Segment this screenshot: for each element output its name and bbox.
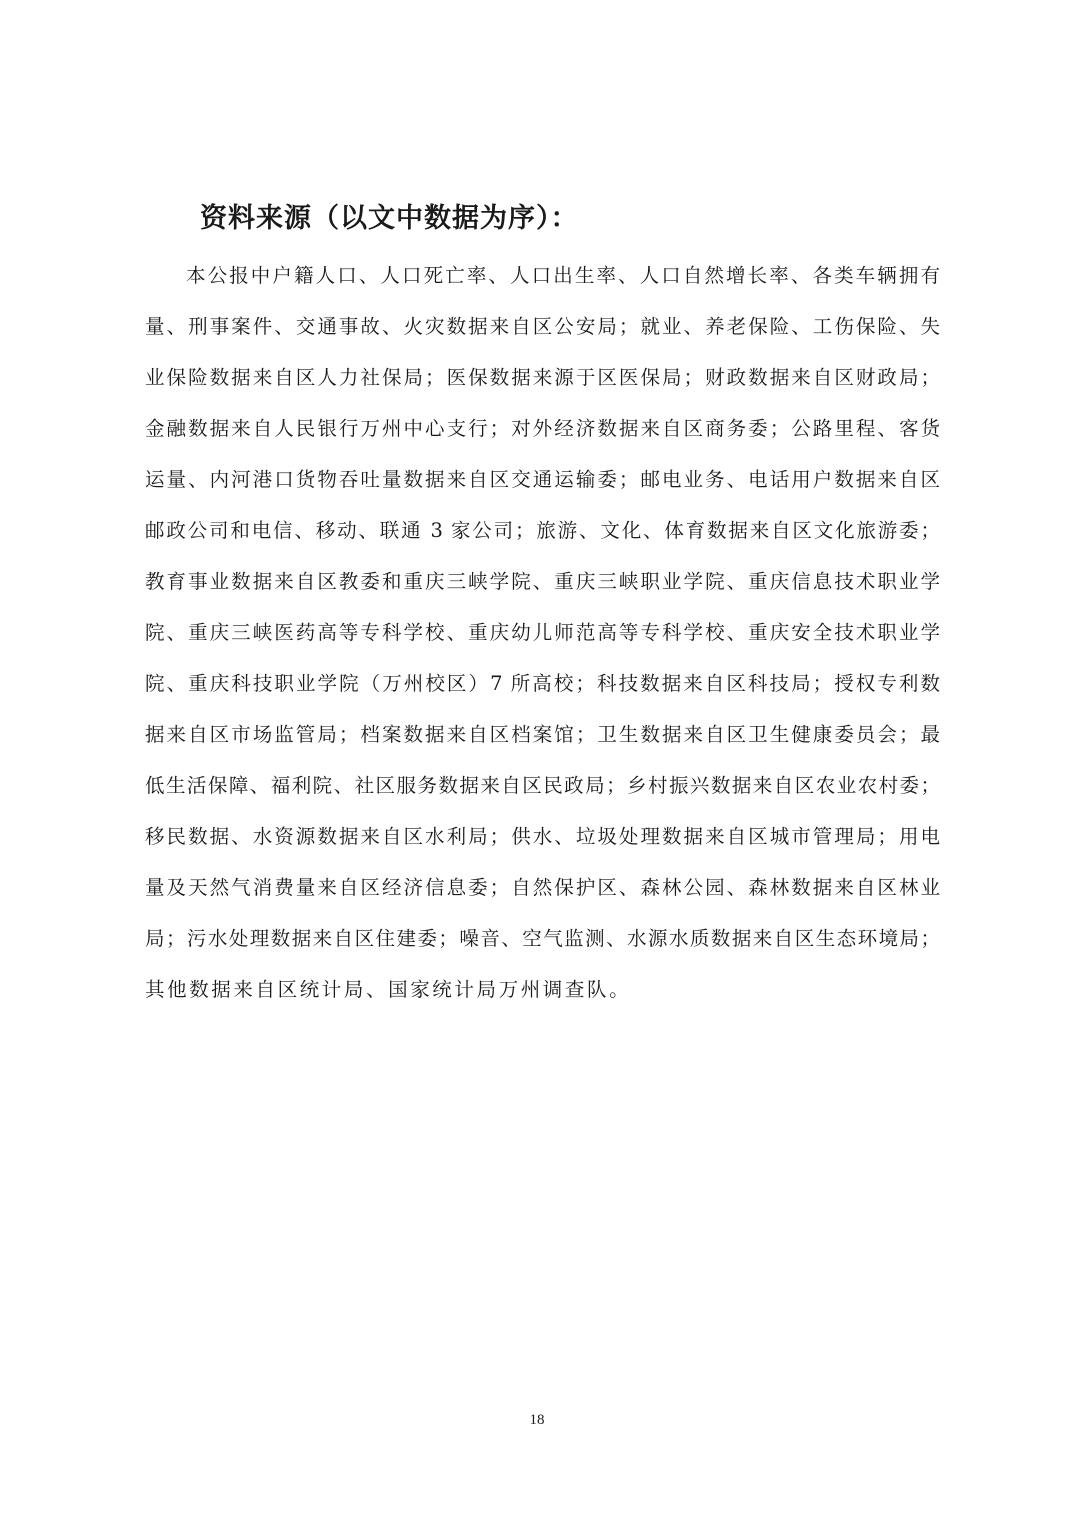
paragraph-line: 业保险数据来自区人力社保局；医保数据来源于区医保局；财政数据来自区财政局； — [145, 366, 940, 389]
paragraph-line: 运量、内河港口货物吞吐量数据来自区交通运输委；邮电业务、电话用户数据来自区 — [145, 468, 940, 491]
paragraph-line: 低生活保障、福利院、社区服务数据来自区民政局；乡村振兴数据来自区农业农村委； — [145, 774, 940, 797]
paragraph-line: 教育事业数据来自区教委和重庆三峡学院、重庆三峡职业学院、重庆信息技术职业学 — [145, 570, 940, 593]
paragraph-line: 量及天然气消费量来自区经济信息委；自然保护区、森林公园、森林数据来自区林业 — [145, 876, 940, 899]
paragraph-line: 金融数据来自人民银行万州中心支行；对外经济数据来自区商务委；公路里程、客货 — [145, 417, 940, 440]
paragraph-line: 院、重庆科技职业学院（万州校区）7 所高校；科技数据来自区科技局；授权专利数 — [145, 672, 940, 695]
paragraph-line: 邮政公司和电信、移动、联通 3 家公司；旅游、文化、体育数据来自区文化旅游委； — [145, 519, 940, 542]
section-heading: 资料来源（以文中数据为序）： — [200, 203, 579, 234]
paragraph-line: 据来自区市场监管局；档案数据来自区档案馆；卫生数据来自区卫生健康委员会；最 — [145, 723, 940, 746]
paragraph-line: 本公报中户籍人口、人口死亡率、人口出生率、人口自然增长率、各类车辆拥有 — [186, 264, 940, 287]
paragraph-line: 量、刑事案件、交通事故、火灾数据来自区公安局；就业、养老保险、工伤保险、失 — [145, 315, 940, 338]
paragraph-line: 其他数据来自区统计局、国家统计局万州调查队。 — [145, 978, 632, 1001]
paragraph-line: 院、重庆三峡医药高等专科学校、重庆幼儿师范高等专科学校、重庆安全技术职业学 — [145, 621, 940, 644]
paragraph-line: 移民数据、水资源数据来自区水利局；供水、垃圾处理数据来自区城市管理局；用电 — [145, 825, 940, 848]
paragraph-line: 局；污水处理数据来自区住建委；噪音、空气监测、水源水质数据来自区生态环境局； — [145, 927, 940, 950]
page-number: 18 — [529, 1412, 545, 1428]
